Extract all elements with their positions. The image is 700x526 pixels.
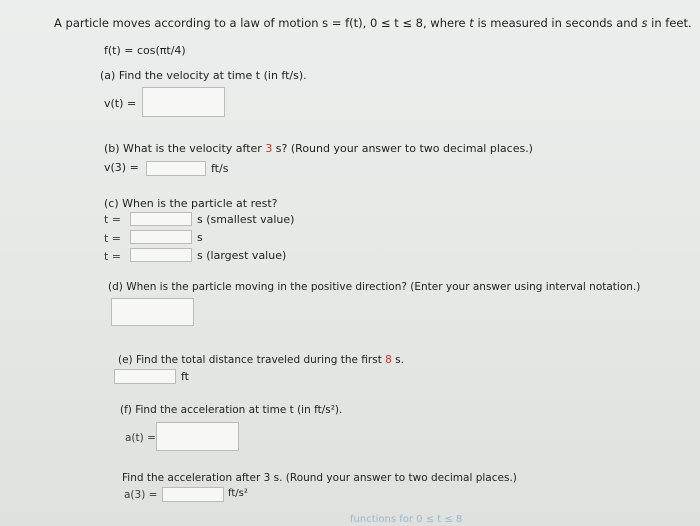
part-a-prompt: (a) Find the velocity at time t (in ft/s). [100,69,307,82]
statement-text: in feet. [647,16,692,30]
highlight-value: 3 [265,142,273,155]
part-b-prompt [104,142,533,155]
prompt-text: (e) Find the total distance traveled during the first [118,354,386,366]
part-c-unit-1: s (smallest value) [197,213,295,226]
rest-time-input-2[interactable] [130,230,192,244]
var-s: s [641,16,648,30]
prompt-text: (b) What is the velocity after [104,142,266,155]
velocity-input[interactable] [142,87,225,117]
part-a-label: v(t) = [104,97,137,110]
var-t: t [469,16,474,30]
part-c-unit-2: s [197,231,203,244]
part-c-label-2: t = [104,232,122,245]
velocity-at-3-input[interactable] [146,161,206,176]
acceleration-at-3-input[interactable] [162,487,224,502]
part-b-label: v(3) = [104,161,139,174]
part-c-label-1: t = [104,213,122,226]
part-f2-prompt: Find the acceleration after 3 s. (Round your answer to two decimal places.) [122,472,517,484]
rest-time-input-3[interactable] [130,248,192,262]
highlight-value: 8 [385,354,392,366]
part-c-unit-3: s (largest value) [197,249,287,262]
part-d-prompt: (d) When is the particle moving in the positive direction? (Enter your answer using interval notation.) [108,281,641,293]
part-e-unit: ft [181,370,189,383]
part-f2-unit: ft/s² [228,488,248,499]
footer-partial-text: functions for 0 ≤ t ≤ 8 [350,514,463,525]
part-e-prompt [118,354,404,366]
total-distance-input[interactable] [114,369,176,384]
part-f2-label: a(3) = [124,489,158,501]
prompt-text: s. [391,354,404,366]
positive-direction-input[interactable] [111,298,194,326]
statement-text: A particle moves according to a law of motion s = f(t), 0 ≤ t ≤ 8, where [54,16,470,30]
part-b-unit: ft/s [211,162,229,175]
function-definition: f(t) = cos(πt/4) [104,44,186,57]
part-c-prompt: (c) When is the particle at rest? [104,197,278,210]
prompt-text: s? (Round your answer to two decimal places.) [272,142,533,155]
part-f-prompt: (f) Find the acceleration at time t (in ft/s²). [120,404,343,416]
acceleration-input[interactable] [156,422,239,451]
rest-time-input-1[interactable] [130,212,192,226]
statement-text: is measured in seconds and [473,16,642,30]
part-f-label: a(t) = [125,432,156,444]
problem-statement [54,16,692,30]
part-c-label-3: t = [104,250,122,263]
